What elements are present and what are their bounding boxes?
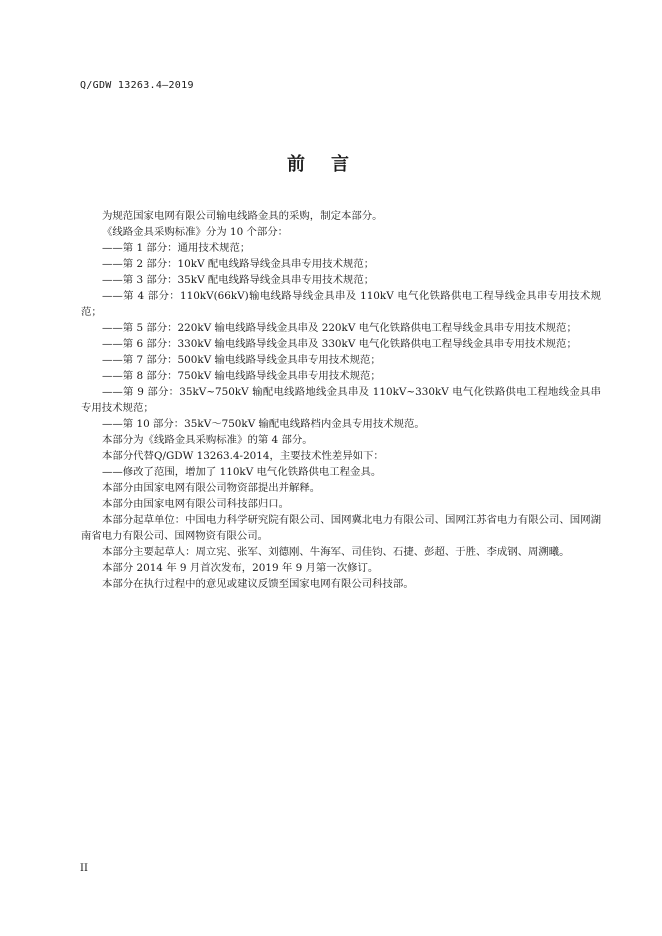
paragraph: 本部分主要起草人：周立宪、张军、刘德刚、牛海军、司佳钧、石捷、彭超、于胜、李成钢、周溯曦。 [102, 546, 570, 558]
paragraph: 本部分由国家电网有限公司科技部归口。 [102, 498, 290, 510]
list-item: ——第 1 部分：通用技术规范； [102, 242, 251, 254]
document-code: Q/GDW 13263.4—2019 [80, 80, 194, 91]
list-item: ——修改了范围，增加了 110kV 电气化铁路供电工程金具。 [102, 466, 382, 478]
paragraph: 本部分代替Q/GDW 13263.4-2014，主要技术性差异如下： [102, 450, 384, 462]
list-item: ——第 5 部分：220kV 输电线路导线金具串及 220kV 电气化铁路供电工程导线金具串专用技术规范； [102, 322, 577, 334]
list-item: ——第 10 部分：35kV～750kV 输配电线路档内金具专用技术规范。 [102, 418, 425, 430]
paragraph: 《线路金具采购标准》分为 10 个部分： [102, 226, 289, 238]
paragraph: 本部分起草单位：中国电力科学研究院有限公司、国网冀北电力有限公司、国网江苏省电力有限公司、国网湖南省电力有限公司、国网物资有限公司。 [81, 514, 601, 542]
paragraph: 为规范国家电网有限公司输电线路金具的采购，制定本部分。 [102, 210, 383, 222]
list-item: ——第 9 部分：35kV~750kV 输配电线路地线金具串及 110kV~330kV 电气化铁路供电工程地线金具串专用技术规范； [81, 386, 601, 414]
paragraph: 本部分在执行过程中的意见或建议反馈至国家电网有限公司科技部。 [102, 578, 414, 590]
list-item: ——第 4 部分：110kV(66kV)输电线路导线金具串及 110kV 电气化铁路供电工程导线金具串专用技术规范； [81, 290, 601, 318]
page-title: 前言 [287, 154, 375, 175]
paragraph: 本部分为《线路金具采购标准》的第 4 部分。 [102, 434, 313, 446]
list-item: ——第 8 部分：750kV 输电线路导线金具串专用技术规范； [102, 370, 381, 382]
list-item: ——第 7 部分：500kV 输电线路导线金具串专用技术规范； [102, 354, 381, 366]
list-item: ——第 3 部分：35kV 配电线路导线金具串专用技术规范； [102, 274, 375, 286]
paragraph: 本部分由国家电网有限公司物资部提出并解释。 [102, 482, 321, 494]
list-item: ——第 2 部分：10kV 配电线路导线金具串专用技术规范； [102, 258, 375, 270]
paragraph: 本部分 2014 年 9 月首次发布，2019 年 9 月第一次修订。 [102, 562, 379, 574]
page-number: II [80, 863, 88, 874]
foreword-body [81, 208, 601, 592]
list-item: ——第 6 部分：330kV 输电线路导线金具串及 330kV 电气化铁路供电工程导线金具串专用技术规范； [102, 338, 577, 350]
